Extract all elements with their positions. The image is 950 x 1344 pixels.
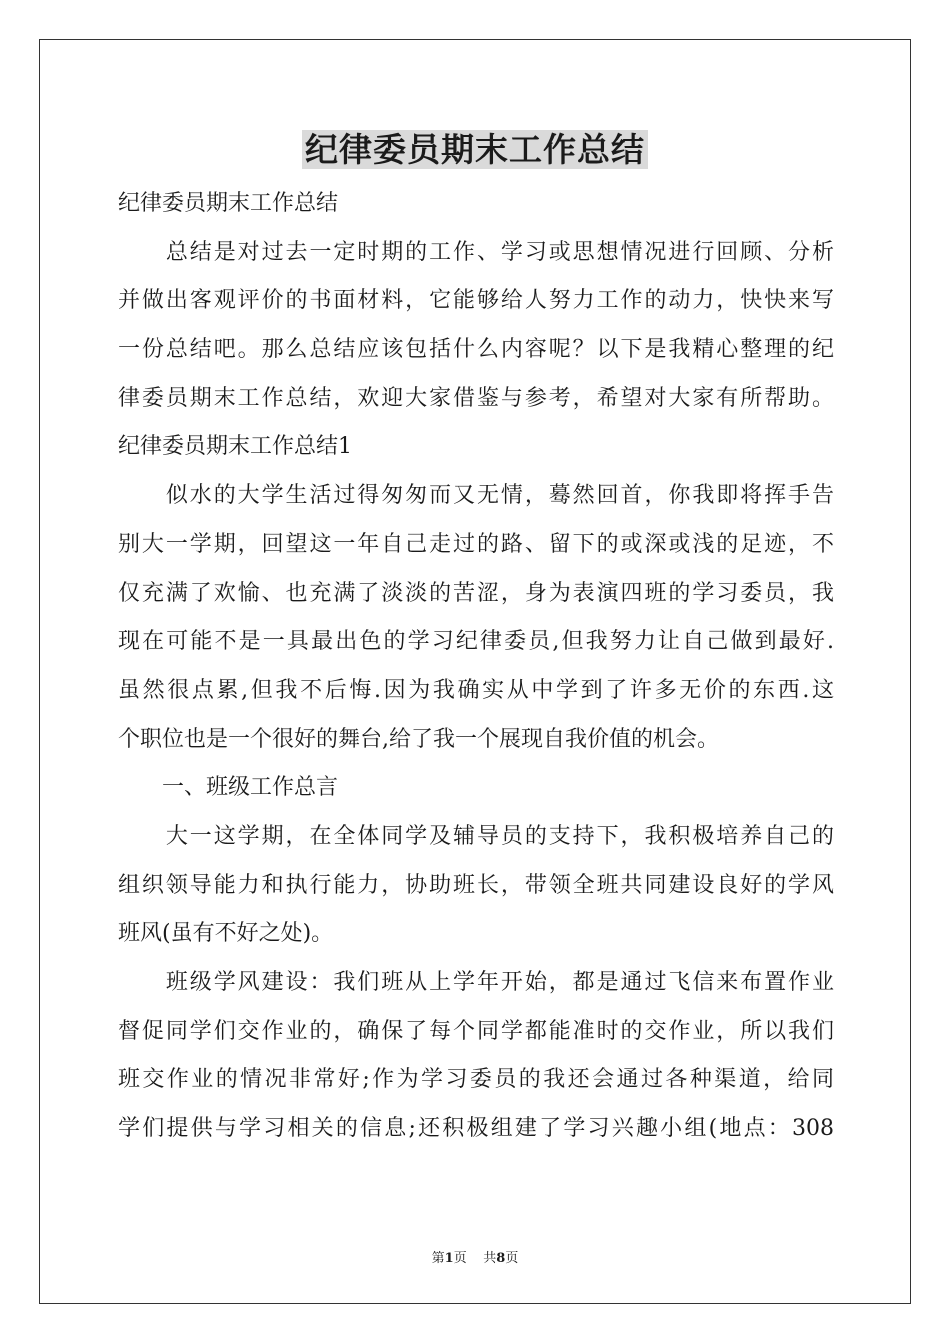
text-line: 督促同学们交作业的，确保了每个同学都能准时的交作业，所以我们 <box>118 1018 834 1044</box>
document-title-wrap <box>0 124 950 171</box>
text-line: 班级学风建设：我们班从上学年开始，都是通过飞信来布置作业 <box>118 970 834 995</box>
text-line: 并做出客观评价的书面材料，它能够给人努力工作的动力，快快来写 <box>118 288 834 314</box>
text-line: 纪律委员期末工作总结1 <box>118 434 352 460</box>
footer-page-unit: 页 <box>453 1251 467 1266</box>
text-line: 一、班级工作总言 <box>118 775 339 801</box>
text-line: 班风(虽有不好之处)。 <box>118 921 334 947</box>
document-body <box>118 180 834 1154</box>
text-line: 个职位也是一个很好的舞台,给了我一个展现自我价值的机会。 <box>118 726 719 752</box>
text-line: 虽然很点累,但我不后悔.因为我确实从中学到了许多无价的东西.这 <box>118 677 834 703</box>
footer-total-prefix: 共 <box>483 1251 497 1266</box>
text-line: 班交作业的情况非常好;作为学习委员的我还会通过各种渠道，给同 <box>118 1067 834 1093</box>
text-line: 组织领导能力和执行能力，协助班长，带领全班共同建设良好的学风 <box>118 872 834 898</box>
document-title: 纪律委员期末工作总结 <box>302 130 648 169</box>
footer-page-current: 1 <box>444 1251 454 1266</box>
footer-total-unit: 页 <box>505 1251 519 1266</box>
text-line: 别大一学期，回望这一年自己走过的路、留下的或深或浅的足迹，不 <box>118 531 834 557</box>
text-line: 总结是对过去一定时期的工作、学习或思想情况进行回顾、分析 <box>118 239 834 265</box>
text-line: 现在可能不是一具最出色的学习纪律委员,但我努力让自己做到最好. <box>118 629 834 655</box>
text-line: 学们提供与学习相关的信息;还积极组建了学习兴趣小组(地点：308 <box>118 1116 834 1142</box>
footer-page-total: 8 <box>496 1251 506 1266</box>
text-line: 一份总结吧。那么总结应该包括什么内容呢？以下是我精心整理的纪 <box>118 337 834 363</box>
text-line: 大一这学期，在全体同学及辅导员的支持下，我积极培养自己的 <box>118 823 834 849</box>
text-line: 律委员期末工作总结，欢迎大家借鉴与参考，希望对大家有所帮助。 <box>118 385 834 411</box>
footer-page-prefix: 第 <box>431 1251 445 1266</box>
text-line: 仅充满了欢愉、也充满了淡淡的苦涩，身为表演四班的学习委员，我 <box>118 580 834 606</box>
text-line: 纪律委员期末工作总结 <box>118 191 339 216</box>
page-footer <box>0 1247 950 1266</box>
text-line: 似水的大学生活过得匆匆而又无情，蓦然回首，你我即将挥手告 <box>118 483 834 509</box>
